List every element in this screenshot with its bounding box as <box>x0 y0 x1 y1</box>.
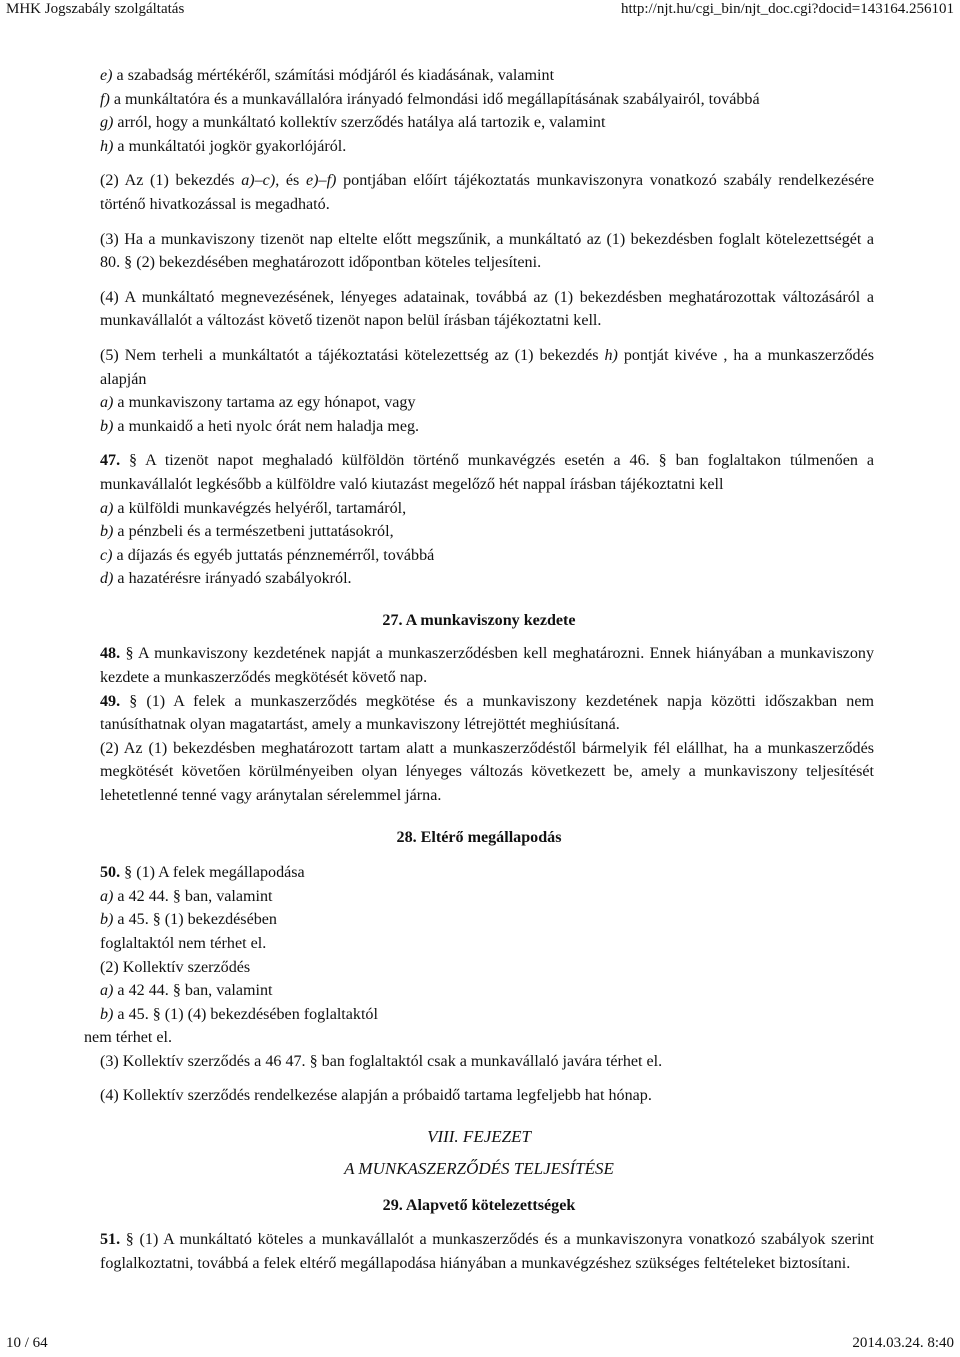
item-text: a díjazás és egyéb juttatás pénznemérről, továbbá <box>112 546 435 564</box>
item-marker: b) <box>100 1005 114 1023</box>
item-text: a pénzbeli és a természetbeni juttatásokról, <box>113 523 394 541</box>
section-50 <box>84 861 874 885</box>
item-marker: b) <box>100 417 114 435</box>
section-48 <box>84 642 874 689</box>
item-marker: a) <box>100 887 114 905</box>
paragraph: (4) Kollektív szerződés rendelkezése alapján a próbaidő tartama legfeljebb hat hónap. <box>100 1086 652 1104</box>
item-text: a 45. § (1) bekezdésében <box>113 911 277 929</box>
item-marker: e)–f) <box>306 172 337 190</box>
page-header <box>0 0 960 22</box>
item-text: a munkaviszony tartama az egy hónapot, vagy <box>113 394 416 412</box>
document-body <box>84 64 874 1275</box>
item-text: a külföldi munkavégzés helyéről, tartamáról, <box>113 499 407 517</box>
chapter-number: VIII. FEJEZET <box>427 1127 531 1147</box>
section-text: § A tizenöt napot meghaladó külföldön történő munkavégzés esetén a 46. § ban foglaltakon túlmenően a munkavállalót legkésőbb a külföldre való kiutazást megelőző hét nappal írásban tájékoztatni kell <box>100 452 874 493</box>
list-item <box>84 497 874 521</box>
section-heading-28: 28. Eltérő megállapodás <box>396 828 562 846</box>
header-source: MHK Jogszabály szolgáltatás <box>6 1 185 17</box>
item-marker: a)–c) <box>241 172 276 190</box>
list-item <box>84 391 874 415</box>
list-item <box>84 567 874 591</box>
list-item <box>84 111 874 135</box>
item-marker: f) <box>100 90 110 108</box>
item-marker: h) <box>100 137 114 155</box>
item-marker: b) <box>100 523 114 541</box>
item-marker: a) <box>100 499 114 517</box>
list-item <box>84 885 874 909</box>
section-text: § (1) A felek a munkaszerződés megkötése és a munkaviszony kezdetének napja közötti időszakban nem tanúsíthatnak olyan magatartást, amely a munkaviszony létrejöttét meghiúsítaná. <box>100 692 874 734</box>
section-47 <box>84 449 874 496</box>
paragraph-text: (5) Nem terheli a munkáltatót a tájékoztatási kötelezettség az (1) bekezdés <box>100 346 605 364</box>
section-text: § (1) A munkáltató köteles a munkavállalót a munkaszerződés és a munkaviszonyra vonatkozó szabályok szerint foglalkoztatni, továbbá a felek eltérő megállapodása hiányában a munkavégzéshez szükséges feltételeket biztosítani. <box>100 1230 874 1272</box>
list-item-continuation: foglaltaktól nem térhet el. <box>100 935 267 952</box>
page-number: 10 / 64 <box>6 1335 48 1351</box>
list-item <box>84 520 874 544</box>
item-marker: h) <box>604 346 618 364</box>
paragraph-text: pontjában előírt tájékoztatás munkaviszonyra vonatkozó szabály rendelkezésére történő hivatkozással is megadható. <box>100 172 875 213</box>
item-marker: a) <box>100 982 114 1000</box>
list-item <box>84 415 874 439</box>
header-url[interactable]: http://njt.hu/cgi_bin/njt_doc.cgi?docid=143164.256101 <box>620 1 954 17</box>
item-text: a 42 44. § ban, valamint <box>113 982 273 1000</box>
paragraph: (2) Az (1) bekezdésben meghatározott tartam alatt a munkaszerződéstől bármelyik fél elállhat, ha a munkaszerződés megkötését követően körülményeiben olyan lényeges változás következett be, amely a munkaviszony teljesítését lehetetlenné tenné vagy aránytalan sérelemmel járna. <box>100 739 874 805</box>
item-text: a 42 44. § ban, valamint <box>113 887 273 905</box>
item-text: a munkáltatóra és a munkavállalóra irányadó felmondási idő megállapításának szabályairól, továbbá <box>109 90 760 108</box>
section-number: 47. <box>100 452 121 470</box>
section-number: 48. <box>100 645 121 663</box>
paragraph <box>84 169 874 216</box>
paragraph <box>84 344 874 391</box>
item-marker: g) <box>100 114 114 132</box>
section-heading-29: 29. Alapvető kötelezettségek <box>382 1197 576 1215</box>
print-datetime: 2014.03.24. 8:40 <box>852 1335 954 1351</box>
section-number: 51. <box>100 1230 121 1248</box>
list-item <box>84 544 874 568</box>
item-text: a hazatérésre irányadó szabályokról. <box>113 570 352 588</box>
list-item <box>84 908 874 932</box>
section-heading-27: 27. A munkaviszony kezdete <box>382 611 576 629</box>
paragraph: (4) A munkáltató megnevezésének, lényeges adatainak, továbbá az (1) bekezdésben meghatározottak változásáról a munkavállalót a változást követő tizenöt napon belül írásban tájékoztatni kell. <box>100 288 874 330</box>
item-marker: c) <box>100 546 113 564</box>
item-marker: a) <box>100 394 114 412</box>
list-item <box>84 1003 874 1027</box>
list-item-continuation: nem térhet el. <box>84 1029 173 1047</box>
item-marker: e) <box>100 67 113 84</box>
chapter-title: A MUNKASZERZŐDÉS TELJESÍTÉSE <box>344 1158 614 1178</box>
paragraph: (2) Kollektív szerződés <box>100 958 251 976</box>
item-text: a munkáltatói jogkör gyakorlójáról. <box>113 137 347 155</box>
paragraph-text: , és <box>275 172 307 190</box>
item-text: a szabadság mértékéről, számítási módjáról és kiadásának, valamint <box>112 67 555 84</box>
page-footer <box>0 1335 960 1357</box>
item-marker: d) <box>100 570 114 588</box>
section-49 <box>84 690 874 737</box>
section-number: 49. <box>100 692 121 710</box>
list-item <box>84 88 874 112</box>
item-text: a munkaidő a heti nyolc órát nem haladja meg. <box>113 417 420 435</box>
list-item <box>84 979 874 1003</box>
list-item <box>84 135 874 159</box>
section-number: 50. <box>100 864 121 882</box>
paragraph: (3) Kollektív szerződés a 46 47. § ban foglaltaktól csak a munkavállaló javára térhet el. <box>100 1052 663 1070</box>
paragraph-text: pontját kivéve , ha a munkaszerződés alapján <box>100 346 875 388</box>
item-text: a 45. § (1) (4) bekezdésében foglaltaktól <box>113 1005 378 1023</box>
section-text: § (1) A felek megállapodása <box>120 864 305 882</box>
item-marker: b) <box>100 911 114 929</box>
paragraph-text: (2) Az (1) bekezdés <box>100 172 242 190</box>
list-item <box>84 64 874 88</box>
item-text: arról, hogy a munkáltató kollektív szerződés hatálya alá tartozik e, valamint <box>113 114 606 132</box>
paragraph: (3) Ha a munkaviszony tizenöt nap eltelte előtt megszűnik, a munkáltató az (1) bekezdésben foglalt kötelezettségét a 80. § (2) bekezdésében meghatározott időpontban köteles teljesíteni. <box>100 230 874 272</box>
section-51 <box>84 1228 874 1275</box>
section-text: § A munkaviszony kezdetének napját a munkaszerződésben kell meghatározni. Ennek hiányában a munkaviszony kezdete a munkaszerződés megkötését követő nap. <box>100 645 874 687</box>
